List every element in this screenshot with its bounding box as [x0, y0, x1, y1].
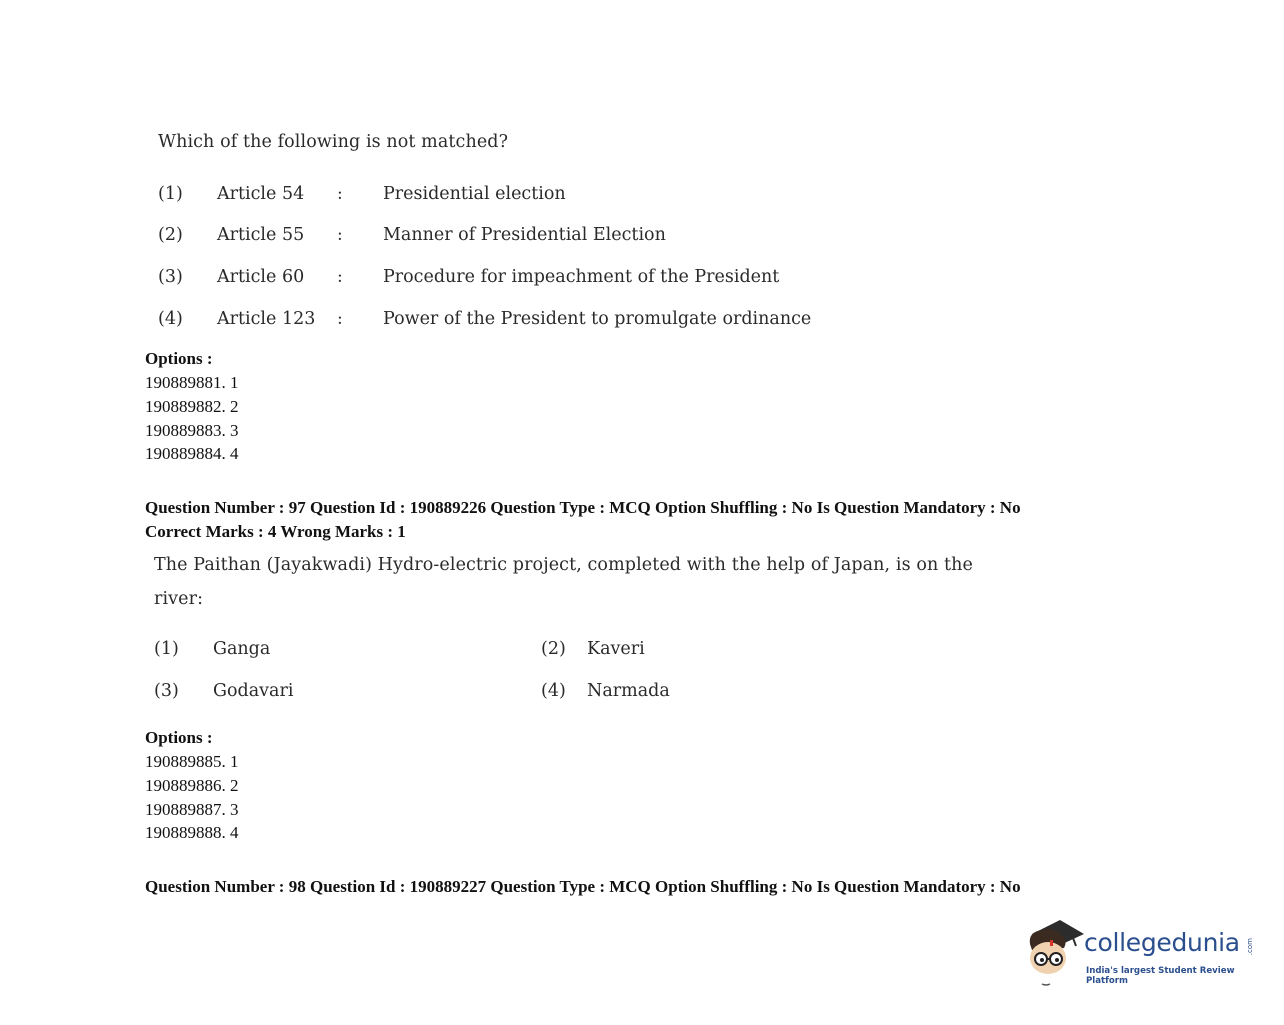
q97-option-id: 190889887. 3	[145, 800, 239, 819]
q96-row-desc: Presidential election	[383, 184, 566, 204]
q96-option-id: 190889881. 1	[145, 373, 239, 392]
q96-row-article: Article 123	[217, 309, 316, 329]
q97-option-id: 190889886. 2	[145, 776, 239, 795]
q96-row-num: (2)	[158, 225, 183, 245]
q97-meta-line1: Question Number : 97 Question Id : 190889226 Question Type : MCQ Option Shuffling : No Is Question Mandatory : No	[145, 498, 1021, 517]
q96-option-id: 190889882. 2	[145, 397, 239, 416]
q96-option-id: 190889884. 4	[145, 444, 239, 463]
q96-row-desc: Procedure for impeachment of the President	[383, 267, 780, 287]
q97-question-line2: river:	[154, 589, 204, 609]
q98-meta-line1: Question Number : 98 Question Id : 190889227 Question Type : MCQ Option Shuffling : No Is Question Mandatory : No	[145, 877, 1021, 896]
q97-choice-num: (3)	[154, 681, 179, 701]
q97-option-id: 190889888. 4	[145, 823, 239, 842]
collegedunia-logo	[1024, 918, 1259, 988]
q97-question-line1: The Paithan (Jayakwadi) Hydro-electric project, completed with the help of Japan, is on the	[154, 555, 973, 575]
q96-row-num: (4)	[158, 309, 183, 329]
q97-choice-text: Narmada	[587, 681, 670, 701]
q96-row-num: (1)	[158, 184, 183, 204]
q96-row-colon: :	[337, 225, 343, 245]
q97-choice-num: (2)	[541, 639, 566, 659]
q97-choice-text: Kaveri	[587, 639, 645, 659]
logo-tagline: India's largest Student Review Platform	[1086, 966, 1235, 986]
q97-choice-num: (1)	[154, 639, 179, 659]
q96-row-article: Article 55	[217, 225, 305, 245]
q96-row-colon: :	[337, 309, 343, 329]
q96-row-desc: Manner of Presidential Election	[383, 225, 666, 245]
q96-option-id: 190889883. 3	[145, 421, 239, 440]
q97-option-id: 190889885. 1	[145, 752, 239, 771]
q96-options-label: Options :	[145, 349, 213, 368]
q97-choice-text: Godavari	[213, 681, 294, 701]
q96-row-article: Article 54	[217, 184, 305, 204]
logo-name: collegedunia	[1084, 928, 1240, 957]
q97-choice-text: Ganga	[213, 639, 271, 659]
mascot-graduate-icon	[1024, 918, 1084, 988]
q96-row-article: Article 60	[217, 267, 305, 287]
q97-choice-num: (4)	[541, 681, 566, 701]
q96-row-colon: :	[337, 184, 343, 204]
q97-options-label: Options :	[145, 728, 213, 747]
q96-row-desc: Power of the President to promulgate ordinance	[383, 309, 812, 329]
q96-row-colon: :	[337, 267, 343, 287]
logo-suffix: .com	[1246, 938, 1254, 956]
q96-question: Which of the following is not matched?	[158, 132, 509, 152]
q97-meta-line2: Correct Marks : 4 Wrong Marks : 1	[145, 522, 406, 541]
q96-row-num: (3)	[158, 267, 183, 287]
